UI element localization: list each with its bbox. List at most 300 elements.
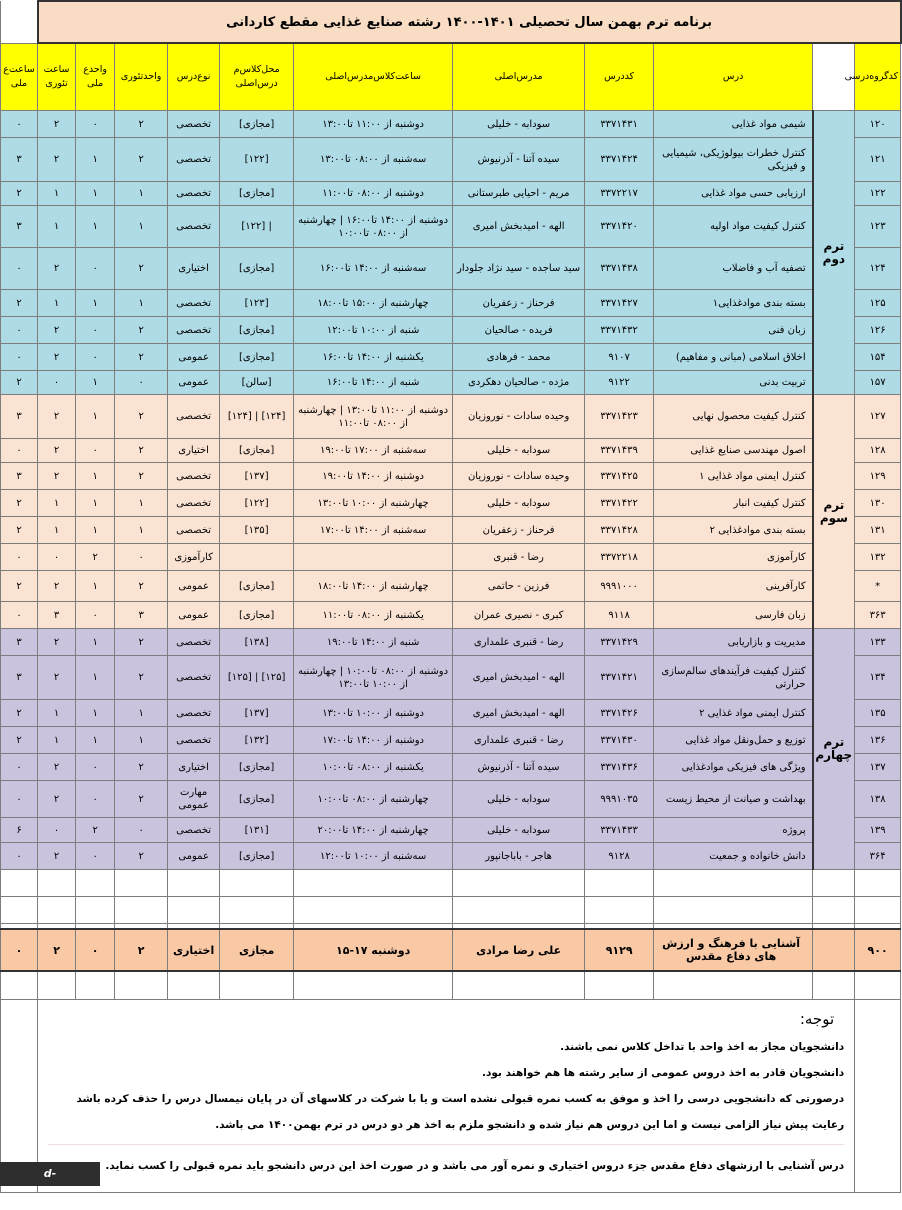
location-cell: [مجازی] <box>220 843 294 870</box>
theory-units-cell: ۲ <box>115 571 168 602</box>
blank-cell <box>585 870 654 897</box>
table-row <box>1 818 901 843</box>
location-cell: | [۱۲۲] <box>220 206 294 248</box>
course-name-cell: کنترل ایمنی مواد غذایی ۲ <box>654 700 813 727</box>
blank-cell <box>654 870 813 897</box>
practical-hours-cell: ۰ <box>1 602 38 629</box>
theory-units-cell: ۱ <box>115 700 168 727</box>
blank-cell <box>585 897 654 924</box>
group-code-cell: ۱۲۵ <box>855 290 901 317</box>
theory-units-cell: ۱ <box>115 727 168 754</box>
table-row <box>1 843 901 870</box>
location-cell: [مجازی] <box>220 571 294 602</box>
course-code-cell: ۳۳۷۱۴۲۶ <box>585 700 654 727</box>
schedule-cell: دوشنبه ۱۷-۱۵ <box>294 929 453 971</box>
course-type-cell: تخصصی <box>168 395 220 439</box>
practical-hours-cell: ۳ <box>1 206 38 248</box>
course-name-cell: بهداشت و صیانت از محیط زیست <box>654 781 813 818</box>
location-cell: [۱۲۲] <box>220 138 294 182</box>
theory-units-cell: ۲ <box>115 629 168 656</box>
table-row <box>1 463 901 490</box>
group-code-cell: ۳۶۴ <box>855 843 901 870</box>
blank-cell <box>654 971 813 1000</box>
practical-units-cell: ۰ <box>76 317 115 344</box>
group-code-cell: ۱۳۴ <box>855 656 901 700</box>
course-code-cell: ۹۹۹۱۰۳۵ <box>585 781 654 818</box>
group-code-cell: ۱۲۹ <box>855 463 901 490</box>
location-cell: [مجازی] <box>220 439 294 463</box>
term-label: ترم چهارم <box>813 629 855 870</box>
practical-units-cell: ۰ <box>76 781 115 818</box>
blank-cell <box>220 870 294 897</box>
course-type-cell: تخصصی <box>168 727 220 754</box>
location-cell: [مجازی] <box>220 754 294 781</box>
instructor-cell: سیده آتنا - آذرنیوش <box>453 754 585 781</box>
course-code-cell: ۳۳۷۱۴۳۳ <box>585 818 654 843</box>
table-row <box>1 138 901 182</box>
schedule-cell: دوشنبه از ۱۱:۰۰ تا۱۳:۰۰ <box>294 111 453 138</box>
theory-hours-cell: ۲ <box>38 781 76 818</box>
notes-row <box>1 1000 901 1193</box>
title-side-cell <box>1 1 38 43</box>
schedule-cell: شنبه از ۱۴:۰۰ تا۱۹:۰۰ <box>294 629 453 656</box>
blank-cell <box>855 971 901 1000</box>
practical-hours-cell: ۲ <box>1 517 38 544</box>
schedule-cell: دوشنبه از ۱۴:۰۰ تا۱۶:۰۰ | چهارشنبه از ۰۸:۰۰ تا۱۰:۰۰ <box>294 206 453 248</box>
theory-units-cell: ۲ <box>115 344 168 371</box>
instructor-cell: وحیده سادات - نوروزیان <box>453 395 585 439</box>
extra-term-cell <box>813 929 855 971</box>
blank-cell <box>585 971 654 1000</box>
instructor-cell: وحیده سادات - نوروزیان <box>453 463 585 490</box>
practical-hours-cell: ۰ <box>1 781 38 818</box>
group-code-cell: ۱۳۲ <box>855 544 901 571</box>
course-name-cell: زبان فارسی <box>654 602 813 629</box>
group-code-cell: ۱۲۰ <box>855 111 901 138</box>
course-type-cell: تخصصی <box>168 290 220 317</box>
theory-hours-cell: ۲ <box>38 248 76 290</box>
course-name-cell: مدیریت و بازاریابی <box>654 629 813 656</box>
note-line: درصورتی که دانشجویی درسی را اخذ و موفق به کسب نمره قبولی نشده است و یا با شرکت در کلاسهای آن در پایان نیمسال درس را حذف کرده باشد <box>76 1093 845 1105</box>
theory-hours-cell: ۲ <box>38 843 76 870</box>
course-name-cell: تربیت بدنی <box>654 371 813 395</box>
course-name-cell: اصول مهندسی صنایع غذایی <box>654 439 813 463</box>
course-type-cell: تخصصی <box>168 182 220 206</box>
blank-cell <box>115 897 168 924</box>
schedule-cell: یکشنبه از ۰۸:۰۰ تا۱۰:۰۰ <box>294 754 453 781</box>
instructor-cell: فرحناز - زعفریان <box>453 517 585 544</box>
course-type-cell: تخصصی <box>168 111 220 138</box>
practical-units-cell: ۱ <box>76 138 115 182</box>
table-row <box>1 317 901 344</box>
instructor-cell: رضا - قنبری علمداری <box>453 629 585 656</box>
course-type-cell: عمومی <box>168 602 220 629</box>
blank-cell <box>38 870 76 897</box>
instructor-cell: مژده - صالحیان دهکردی <box>453 371 585 395</box>
theory-units-cell: ۲ <box>115 395 168 439</box>
course-type-cell: اختیاری <box>168 439 220 463</box>
blank-cell <box>1 870 38 897</box>
table-row <box>1 344 901 371</box>
header-location: محل‌کلاس‌م درس‌اصلی <box>220 43 294 111</box>
location-cell: [۱۳۷] <box>220 700 294 727</box>
course-type-cell: تخصصی <box>168 629 220 656</box>
table-row <box>1 544 901 571</box>
practical-hours-cell: ۰ <box>1 843 38 870</box>
practical-units-cell: ۱ <box>76 571 115 602</box>
group-code-cell: ۱۲۴ <box>855 248 901 290</box>
course-type-cell: عمومی <box>168 344 220 371</box>
blank-cell <box>76 897 115 924</box>
instructor-cell: سیده آتنا - آذرنیوش <box>453 138 585 182</box>
course-type-cell: تخصصی <box>168 138 220 182</box>
practical-hours-cell: ۲ <box>1 571 38 602</box>
theory-hours-cell: ۲ <box>38 929 76 971</box>
course-code-cell: ۹۱۱۸ <box>585 602 654 629</box>
instructor-cell: فریده - صالحیان <box>453 317 585 344</box>
instructor-cell: محمد - فرهادی <box>453 344 585 371</box>
theory-hours-cell: ۰ <box>38 544 76 571</box>
location-cell: [مجازی] <box>220 317 294 344</box>
header-type: نوع‌درس <box>168 43 220 111</box>
blank-cell <box>76 971 115 1000</box>
group-code-cell: ۱۳۵ <box>855 700 901 727</box>
instructor-cell: کبری - نصیری عمران <box>453 602 585 629</box>
theory-hours-cell: ۲ <box>38 463 76 490</box>
practical-units-cell: ۰ <box>76 929 115 971</box>
practical-hours-cell: ۲ <box>1 371 38 395</box>
course-code-cell: ۳۳۷۱۴۲۰ <box>585 206 654 248</box>
course-name-cell: توزیع و حمل‌ونقل مواد غذایی <box>654 727 813 754</box>
course-code-cell: ۳۳۷۱۴۳۹ <box>585 439 654 463</box>
theory-units-cell: ۲ <box>115 929 168 971</box>
course-code-cell: ۳۳۷۱۴۳۰ <box>585 727 654 754</box>
header-theory-hours: ساعت تئوری <box>38 43 76 111</box>
theory-units-cell: ۲ <box>115 138 168 182</box>
course-name-cell: کنترل ایمنی مواد غذایی ۱ <box>654 463 813 490</box>
course-code-cell: ۹۱۲۲ <box>585 371 654 395</box>
location-cell: [۱۳۸] <box>220 629 294 656</box>
practical-units-cell: ۰ <box>76 248 115 290</box>
instructor-cell: مریم - احیایی طبرستانی <box>453 182 585 206</box>
site-watermark: d-babol.nus.ac.ir <box>0 1162 100 1186</box>
theory-units-cell: ۱ <box>115 290 168 317</box>
table-row <box>1 111 901 138</box>
instructor-cell: الهه - امیدبخش امیری <box>453 206 585 248</box>
course-type-cell: تخصصی <box>168 517 220 544</box>
blank-cell <box>115 971 168 1000</box>
schedule-cell: یکشنبه از ۱۴:۰۰ تا۱۶:۰۰ <box>294 344 453 371</box>
location-cell: [مجازی] <box>220 781 294 818</box>
schedule-cell <box>294 544 453 571</box>
practical-units-cell: ۲ <box>76 818 115 843</box>
course-name-cell: ویژگی های فیزیکی موادغذایی <box>654 754 813 781</box>
theory-units-cell: ۲ <box>115 656 168 700</box>
theory-hours-cell: ۲ <box>38 344 76 371</box>
location-cell: [مجازی] <box>220 602 294 629</box>
course-type-cell: تخصصی <box>168 490 220 517</box>
location-cell: مجازی <box>220 929 294 971</box>
group-code-cell: ۱۳۱ <box>855 517 901 544</box>
schedule-cell: چهارشنبه از ۱۰:۰۰ تا۱۳:۰۰ <box>294 490 453 517</box>
course-code-cell: ۳۳۷۱۴۲۵ <box>585 463 654 490</box>
practical-units-cell: ۰ <box>76 843 115 870</box>
course-name-cell: زبان فنی <box>654 317 813 344</box>
header-schedule: ساعت‌کلاس‌مدرس‌اصلی <box>294 43 453 111</box>
blank-cell <box>453 870 585 897</box>
note-line: رعایت پیش نیاز الزامی نیست و اما این دروس هم نیاز شده و دانشجو ملزم به اخذ هر دو درس در ترم بهمن۱۴۰۰ می باشد. <box>215 1119 845 1131</box>
notes-box <box>38 1000 855 1193</box>
practical-hours-cell: ۳ <box>1 138 38 182</box>
theory-hours-cell: ۲ <box>38 138 76 182</box>
term-label: ترم دوم <box>813 111 855 395</box>
practical-hours-cell: ۲ <box>1 490 38 517</box>
blank-cell <box>294 897 453 924</box>
blank-cell <box>813 870 855 897</box>
table-row <box>1 656 901 700</box>
note-line: دانشجویان قادر به اخذ دروس عمومی از سایر رشته ها هم خواهند بود. <box>482 1067 845 1079</box>
instructor-cell: فرزین - حاتمی <box>453 571 585 602</box>
schedule-cell: چهارشنبه از ۱۴:۰۰ تا۱۸:۰۰ <box>294 571 453 602</box>
note-line: دانشجویان مجاز به اخذ واحد با تداخل کلاس نمی باشند. <box>560 1041 845 1053</box>
table-row <box>1 439 901 463</box>
location-cell: [۱۳۵] <box>220 517 294 544</box>
group-code-cell: ۳۶۳ <box>855 602 901 629</box>
group-code-cell: ۱۲۶ <box>855 317 901 344</box>
practical-units-cell: ۱ <box>76 700 115 727</box>
table-row <box>1 248 901 290</box>
practical-units-cell: ۰ <box>76 439 115 463</box>
course-name-cell: دانش خانواده و جمعیت <box>654 843 813 870</box>
course-name-cell: ارزیابی حسی مواد غذایی <box>654 182 813 206</box>
gap-row <box>1 971 901 1000</box>
course-code-cell: ۳۳۷۱۴۳۱ <box>585 111 654 138</box>
practical-units-cell: ۱ <box>76 517 115 544</box>
table-row <box>1 182 901 206</box>
extra-course-row <box>1 929 901 971</box>
course-name-cell: کنترل کیفیت مواد اولیه <box>654 206 813 248</box>
practical-hours-cell: ۳ <box>1 395 38 439</box>
practical-units-cell: ۰ <box>76 602 115 629</box>
practical-units-cell: ۱ <box>76 727 115 754</box>
term-label: ترم سوم <box>813 395 855 629</box>
course-type-cell: اختیاری <box>168 929 220 971</box>
location-cell: [۱۳۱] <box>220 818 294 843</box>
instructor-cell: علی رضا مرادی <box>453 929 585 971</box>
schedule-cell: سه‌شنبه از ۱۰:۰۰ تا۱۲:۰۰ <box>294 843 453 870</box>
location-cell: [۱۲۳] <box>220 290 294 317</box>
table-row <box>1 395 901 439</box>
course-name-cell: اخلاق اسلامی (مبانی و مفاهیم) <box>654 344 813 371</box>
schedule-cell: دوشنبه از ۱۱:۰۰ تا۱۳:۰۰ | چهارشنبه از ۰۸:۰۰ تا۱۱:۰۰ <box>294 395 453 439</box>
practical-hours-cell: ۲ <box>1 700 38 727</box>
blank-cell <box>1 971 38 1000</box>
course-type-cell: تخصصی <box>168 818 220 843</box>
course-code-cell: ۹۱۲۹ <box>585 929 654 971</box>
course-name-cell: تصفیه آب و فاضلاب <box>654 248 813 290</box>
practical-units-cell: ۱ <box>76 371 115 395</box>
blank-cell <box>813 897 855 924</box>
course-code-cell: ۳۳۷۱۴۳۶ <box>585 754 654 781</box>
theory-hours-cell: ۰ <box>38 818 76 843</box>
blank-cell <box>654 897 813 924</box>
blank-cell <box>294 971 453 1000</box>
theory-hours-cell: ۱ <box>38 490 76 517</box>
course-name-cell: کنترل کیفیت فرآیندهای سالم‌سازی حرارتی <box>654 656 813 700</box>
theory-units-cell: ۲ <box>115 754 168 781</box>
course-type-cell: تخصصی <box>168 317 220 344</box>
course-type-cell: تخصصی <box>168 206 220 248</box>
schedule-cell: سه‌شنبه از ۱۴:۰۰ تا۱۶:۰۰ <box>294 248 453 290</box>
table-row <box>1 781 901 818</box>
group-code-cell: ۱۳۸ <box>855 781 901 818</box>
course-type-cell: کارآموزی <box>168 544 220 571</box>
instructor-cell: سید ساجده - سید نژاد جلودار <box>453 248 585 290</box>
course-name-cell: پروژه <box>654 818 813 843</box>
instructor-cell: الهه - امیدبخش امیری <box>453 700 585 727</box>
course-code-cell: ۳۳۷۱۴۳۸ <box>585 248 654 290</box>
instructor-cell: سودابه - خلیلی <box>453 111 585 138</box>
theory-hours-cell: ۲ <box>38 439 76 463</box>
group-code-cell: ۱۲۸ <box>855 439 901 463</box>
theory-units-cell: ۱ <box>115 182 168 206</box>
table-row <box>1 629 901 656</box>
theory-hours-cell: ۱ <box>38 182 76 206</box>
table-row <box>1 517 901 544</box>
instructor-cell: سودابه - خلیلی <box>453 781 585 818</box>
table-row <box>1 206 901 248</box>
theory-units-cell: ۲ <box>115 439 168 463</box>
practical-hours-cell: ۰ <box>1 344 38 371</box>
blank-cell <box>76 870 115 897</box>
course-code-cell: ۳۳۷۱۴۲۷ <box>585 290 654 317</box>
theory-hours-cell: ۲ <box>38 111 76 138</box>
blank-cell <box>813 971 855 1000</box>
practical-units-cell: ۱ <box>76 206 115 248</box>
practical-hours-cell: ۰ <box>1 317 38 344</box>
blank-cell <box>220 897 294 924</box>
course-name-cell: بسته بندی موادغذایی ۲ <box>654 517 813 544</box>
table-row <box>1 371 901 395</box>
group-code-cell: ۹۰۰ <box>855 929 901 971</box>
location-cell: [۱۲۲] <box>220 490 294 517</box>
course-name-cell: کنترل خطرات بیولوژیکی، شیمیایی و فیزیکی <box>654 138 813 182</box>
theory-units-cell: ۰ <box>115 818 168 843</box>
practical-units-cell: ۱ <box>76 629 115 656</box>
blank-cell <box>38 897 76 924</box>
instructor-cell: سودابه - خلیلی <box>453 439 585 463</box>
course-type-cell: اختیاری <box>168 754 220 781</box>
practical-units-cell: ۲ <box>76 544 115 571</box>
schedule-cell: یکشنبه از ۰۸:۰۰ تا۱۱:۰۰ <box>294 602 453 629</box>
theory-units-cell: ۲ <box>115 111 168 138</box>
theory-hours-cell: ۲ <box>38 629 76 656</box>
course-code-cell: ۳۳۷۱۴۲۲ <box>585 490 654 517</box>
theory-hours-cell: ۱ <box>38 290 76 317</box>
course-name-cell: کارآموزی <box>654 544 813 571</box>
header-practical-hours: ساعت‌ع ملی <box>1 43 38 111</box>
theory-units-cell: ۲ <box>115 248 168 290</box>
practical-hours-cell: ۰ <box>1 754 38 781</box>
schedule-cell: سه‌شنبه از ۱۷:۰۰ تا۱۹:۰۰ <box>294 439 453 463</box>
theory-units-cell: ۲ <box>115 843 168 870</box>
blank-cell <box>115 870 168 897</box>
theory-hours-cell: ۲ <box>38 656 76 700</box>
group-code-cell: ۱۲۲ <box>855 182 901 206</box>
location-cell: [مجازی] <box>220 344 294 371</box>
theory-units-cell: ۲ <box>115 317 168 344</box>
practical-hours-cell: ۰ <box>1 544 38 571</box>
practical-units-cell: ۱ <box>76 463 115 490</box>
group-code-cell: ۱۳۳ <box>855 629 901 656</box>
header-course: درس <box>654 43 813 111</box>
table-row <box>1 727 901 754</box>
schedule-cell: چهارشنبه از ۱۵:۰۰ تا۱۸:۰۰ <box>294 290 453 317</box>
theory-hours-cell: ۲ <box>38 395 76 439</box>
theory-hours-cell: ۱ <box>38 517 76 544</box>
theory-units-cell: ۲ <box>115 781 168 818</box>
theory-hours-cell: ۳ <box>38 602 76 629</box>
practical-hours-cell: ۰ <box>1 929 38 971</box>
header-theory-units: واحدتئوری <box>115 43 168 111</box>
blank-cell <box>168 971 220 1000</box>
theory-units-cell: ۳ <box>115 602 168 629</box>
course-type-cell: عمومی <box>168 371 220 395</box>
table-row <box>1 700 901 727</box>
practical-units-cell: ۱ <box>76 290 115 317</box>
location-cell: [۱۳۲] <box>220 727 294 754</box>
location-cell: [۱۳۷] <box>220 463 294 490</box>
course-code-cell: ۳۳۷۱۴۳۲ <box>585 317 654 344</box>
schedule-cell: چهارشنبه از ۱۴:۰۰ تا۲۰:۰۰ <box>294 818 453 843</box>
schedule-cell: دوشنبه از ۱۴:۰۰ تا۱۹:۰۰ <box>294 463 453 490</box>
course-code-cell: ۳۳۷۲۲۱۷ <box>585 182 654 206</box>
course-type-cell: عمومی <box>168 843 220 870</box>
practical-hours-cell: ۲ <box>1 727 38 754</box>
header-practical-units: واحدع ملی <box>76 43 115 111</box>
location-cell: [۱۲۴] | [۱۲۴] <box>220 395 294 439</box>
location-cell: [مجازی] <box>220 182 294 206</box>
theory-units-cell: ۱ <box>115 490 168 517</box>
blank-cell <box>38 971 76 1000</box>
course-code-cell: ۳۳۷۱۴۲۳ <box>585 395 654 439</box>
schedule-cell: چهارشنبه از ۰۸:۰۰ تا۱۰:۰۰ <box>294 781 453 818</box>
instructor-cell: فرحناز - زعفریان <box>453 290 585 317</box>
group-code-cell: ۱۳۷ <box>855 754 901 781</box>
instructor-cell: رضا - قنبری علمداری <box>453 727 585 754</box>
schedule-cell: شنبه از ۱۴:۰۰ تا۱۶:۰۰ <box>294 371 453 395</box>
table-row <box>1 490 901 517</box>
schedule-cell: شنبه از ۱۰:۰۰ تا۱۲:۰۰ <box>294 317 453 344</box>
header-group-code: کدگروه‌درسی <box>855 43 901 111</box>
header-row <box>1 43 901 111</box>
practical-units-cell: ۰ <box>76 344 115 371</box>
table-row <box>1 602 901 629</box>
course-type-cell: مهارت عمومی <box>168 781 220 818</box>
theory-hours-cell: ۰ <box>38 371 76 395</box>
theory-units-cell: ۰ <box>115 544 168 571</box>
course-name-cell: آشنایی با فرهنگ و ارزش های دفاع مقدس <box>654 929 813 971</box>
course-code-cell: ۳۳۷۱۴۲۱ <box>585 656 654 700</box>
course-code-cell: ۹۱۰۷ <box>585 344 654 371</box>
blank-cell <box>168 870 220 897</box>
theory-hours-cell: ۱ <box>38 727 76 754</box>
instructor-cell: سودابه - خلیلی <box>453 818 585 843</box>
course-type-cell: عمومی <box>168 571 220 602</box>
course-type-cell: اختیاری <box>168 248 220 290</box>
course-code-cell: ۹۱۲۸ <box>585 843 654 870</box>
location-cell: [مجازی] <box>220 248 294 290</box>
